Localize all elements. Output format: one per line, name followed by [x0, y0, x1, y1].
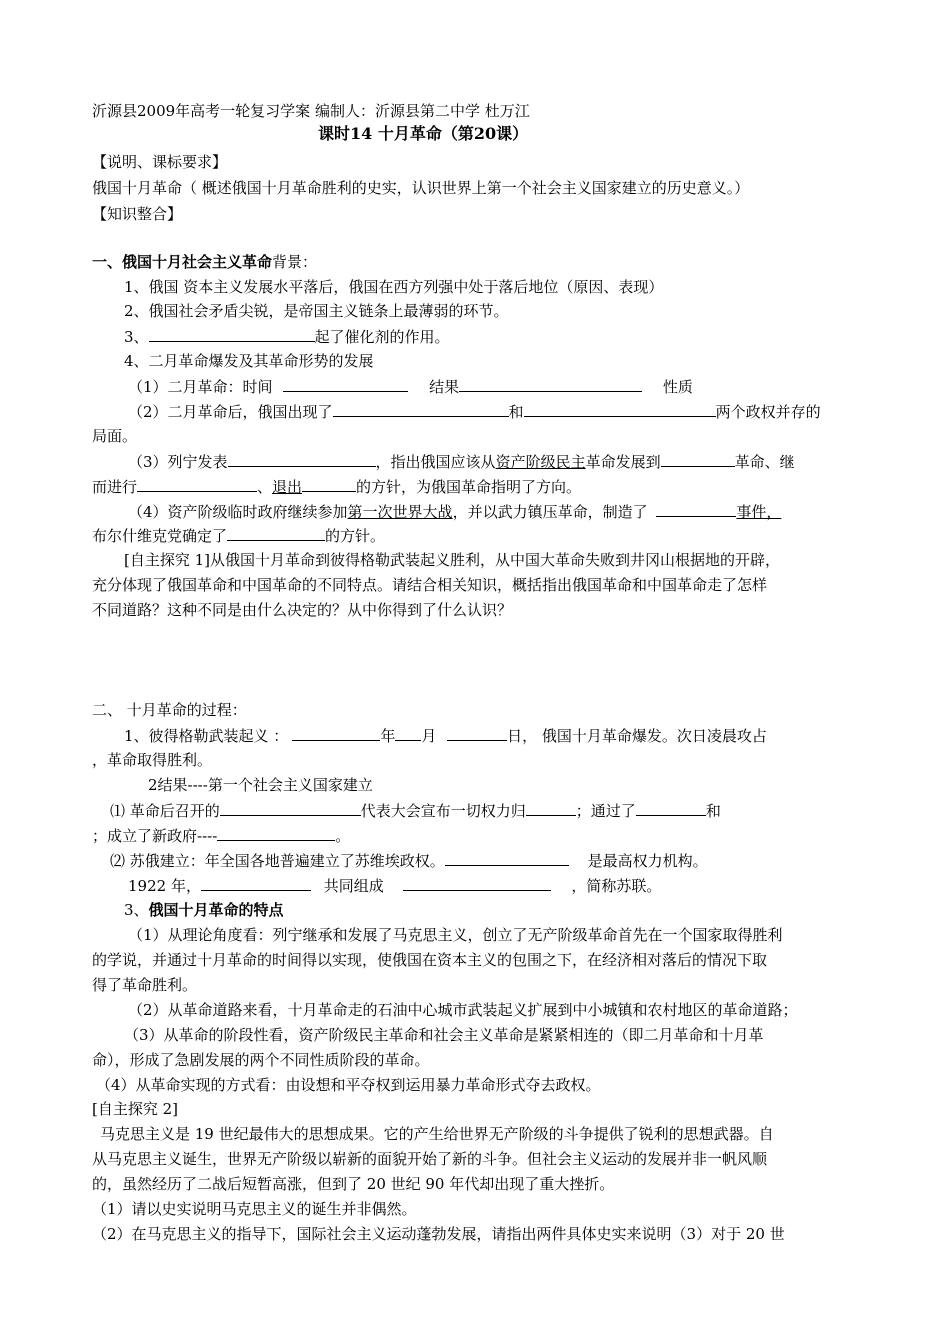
- text: 3、: [124, 901, 149, 919]
- features-heading: [124, 899, 284, 921]
- dual-power-line-2: 局面。: [92, 427, 138, 445]
- blank[interactable]: [636, 799, 706, 816]
- text: ⑴ 革命后召开的: [110, 802, 220, 820]
- lesson-title: 课时14 十月革命（第20课）: [318, 124, 529, 143]
- bg-item-3: [124, 325, 450, 348]
- feature-4: （4）从革命实现的方式看：由设想和平夺权到运用暴力革命形式夺去政权。: [96, 1076, 601, 1094]
- text: 两个政权并存的: [715, 403, 821, 421]
- blank[interactable]: [459, 375, 642, 392]
- text: 布尔什维克党确定了: [92, 527, 228, 545]
- exploration-1-tag: [自主探究 1]: [124, 551, 211, 569]
- text: ；通过了: [575, 802, 636, 820]
- uprising-line: [124, 724, 767, 747]
- ussr-line: [128, 874, 661, 897]
- text: 和: [508, 403, 524, 421]
- knowledge-heading: 【知识整合】: [92, 205, 183, 223]
- blank[interactable]: [302, 475, 356, 492]
- text: （2）二月革命后，俄国出现了: [128, 403, 333, 421]
- text: ；成立了新政府----: [92, 827, 218, 845]
- bg-item-4: 4、二月革命爆发及其革命形势的发展: [124, 352, 374, 370]
- section1-num: 一、: [92, 253, 123, 271]
- text: 共同组成: [323, 877, 384, 895]
- feb-revolution-line: [128, 375, 693, 398]
- blank[interactable]: [228, 450, 376, 467]
- text: 日， 俄国十月革命爆发。次日凌晨攻占: [507, 727, 767, 745]
- section1-suffix: 背景：: [272, 253, 318, 271]
- blank[interactable]: [217, 824, 335, 841]
- section1-heading: [92, 251, 317, 273]
- feature-1-line-3: 得了革命胜利。: [92, 976, 198, 994]
- exploration-2-line-3: 的，虽然经历了二战后短暂高涨，但到了 20 世纪 90 年代却出现了重大挫折。: [92, 1175, 615, 1193]
- underlined-text: 第一次世界大战: [347, 503, 453, 521]
- text: （3）列宁发表: [128, 453, 228, 471]
- exploration-2-question-1: （1）请以史实说明马克思主义的诞生并非偶然。: [92, 1200, 417, 1218]
- text: 和: [705, 802, 721, 820]
- blank[interactable]: [220, 799, 361, 816]
- blank[interactable]: [445, 849, 569, 866]
- exploration-2-question-2: （2）在马克思主义的指导下，国际社会主义运动蓬勃发展，请指出两件具体史实来说明（3）对于 20 世: [92, 1225, 785, 1243]
- soviet-line: [110, 849, 708, 872]
- underlined-text: 退出: [272, 478, 303, 496]
- exploration-2-line-1: 马克思主义是 19 世纪最伟大的思想成果。它的产生给世界无产阶级的斗争提供了锐利的思想武器。自: [100, 1125, 774, 1143]
- text: 月: [421, 727, 437, 745]
- requirements-text: 俄国十月革命（ 概述俄国十月革命胜利的史实，认识世界上第一个社会主义国家建立的历史意义。）: [92, 179, 750, 197]
- bg-item-1: 1、俄国 资本主义发展水平落后，俄国在西方列强中处于落后地位（原因、表现）: [124, 278, 664, 296]
- text: 代表大会宣布一切权力归: [360, 802, 526, 820]
- exploration-2-tag: [自主探究 2]: [92, 1100, 179, 1118]
- exploration-1-line-2: 充分体现了俄国革命和中国革命的不同特点。请结合相关知识，概括指出俄国革命和中国革命走了怎样: [92, 576, 768, 594]
- congress-line-2: [92, 824, 350, 847]
- text: ，指出俄国应该从: [375, 453, 496, 471]
- uprising-line-2: ，革命取得胜利。: [92, 751, 213, 769]
- text: 从俄国十月革命到彼得格勒武装起义胜利，从中国大革命失败到井冈山根据地的开辟，: [210, 551, 781, 569]
- section1-title: 俄国十月社会主义革命: [122, 253, 273, 271]
- blank[interactable]: [333, 400, 509, 417]
- bg-item-3-text: 起了催化剂的作用。: [314, 328, 450, 346]
- text: 而进行: [92, 478, 138, 496]
- text: 。: [335, 827, 351, 845]
- text: 1、彼得格勒武装起义 ：: [124, 727, 289, 745]
- text: ，并以武力镇压革命，制造了: [452, 503, 648, 521]
- congress-line: [110, 799, 721, 822]
- underlined-text: 事件，: [736, 503, 782, 521]
- blank[interactable]: [292, 724, 380, 741]
- text: 革命发展到: [585, 453, 661, 471]
- text: 、: [257, 478, 273, 496]
- bg-item-2: 2、俄国社会矛盾尖锐，是帝国主义链条上最薄弱的环节。: [124, 302, 509, 320]
- dual-power-line: [128, 400, 821, 423]
- text: ，简称苏联。: [571, 877, 662, 895]
- text: 革命、继: [734, 453, 795, 471]
- result-line: 2结果----第一个社会主义国家建立: [148, 776, 373, 794]
- lenin-line-2: [92, 475, 581, 498]
- blank[interactable]: [283, 375, 408, 392]
- feature-3-line-1: （3）从革命的阶段性看，资产阶级民主革命和社会主义革命是紧紧相连的（即二月革命和十月革: [124, 1026, 764, 1044]
- provisional-govt-line: [128, 500, 781, 523]
- blank[interactable]: [524, 400, 716, 417]
- blank[interactable]: [137, 475, 257, 492]
- feature-2: （2）从革命道路来看，十月革命走的石油中心城市武装起义扩展到中小城镇和农村地区的革命道路；: [128, 1001, 798, 1019]
- text: 性质: [662, 378, 693, 396]
- bg-item-3-num: 3、: [124, 328, 149, 346]
- text: （4）资产阶级临时政府继续参加: [128, 503, 348, 521]
- blank[interactable]: [395, 724, 421, 741]
- exploration-1-line-1: [124, 549, 780, 571]
- blank[interactable]: [656, 500, 736, 517]
- text: 是最高权力机构。: [587, 852, 708, 870]
- provisional-govt-line-2: [92, 524, 385, 547]
- feature-3-line-2: 命），形成了急剧发展的两个不同性质阶段的革命。: [92, 1051, 430, 1069]
- features-title: 俄国十月革命的特点: [148, 901, 284, 919]
- text: 年: [380, 727, 396, 745]
- blank[interactable]: [661, 450, 735, 467]
- text: 1922 年，: [128, 877, 201, 895]
- underlined-text: 资产阶级民主: [495, 453, 586, 471]
- section2-heading: 二、 十月革命的过程：: [92, 701, 247, 719]
- blank[interactable]: [227, 524, 325, 541]
- header-line: 沂源县2009年高考一轮复习学案 编制人：沂源县第二中学 杜万江: [92, 102, 530, 120]
- lenin-line: [128, 450, 795, 473]
- blank[interactable]: [447, 724, 507, 741]
- requirements-heading: 【说明、课标要求】: [92, 153, 228, 171]
- exploration-2-line-2: 从马克思主义诞生，世界无产阶级以崭新的面貌开始了新的斗争。但社会主义运动的发展并非一帆风顺: [92, 1150, 768, 1168]
- blank[interactable]: [201, 874, 311, 891]
- text: 的方针，为俄国革命指明了方向。: [356, 478, 582, 496]
- feature-1-line-1: （1）从理论角度看：列宁继承和发展了马克思主义，创立了无产阶级革命首先在一个国家取得胜利: [128, 926, 783, 944]
- blank[interactable]: [149, 325, 315, 342]
- text: 的方针。: [325, 527, 386, 545]
- feature-1-line-2: 的学说，并通过十月革命的时间得以实现，使俄国在资本主义的包围之下，在经济相对落后的情况下取: [92, 951, 768, 969]
- blank[interactable]: [526, 799, 576, 816]
- blank[interactable]: [403, 874, 551, 891]
- text: 结果: [429, 378, 460, 396]
- text: （1）二月革命：时间: [128, 378, 273, 396]
- text: ⑵ 苏俄建立：年全国各地普遍建立了苏维埃政权。: [110, 852, 445, 870]
- exploration-1-line-3: 不同道路？这种不同是由什么决定的？从中你得到了什么认识？: [92, 601, 513, 619]
